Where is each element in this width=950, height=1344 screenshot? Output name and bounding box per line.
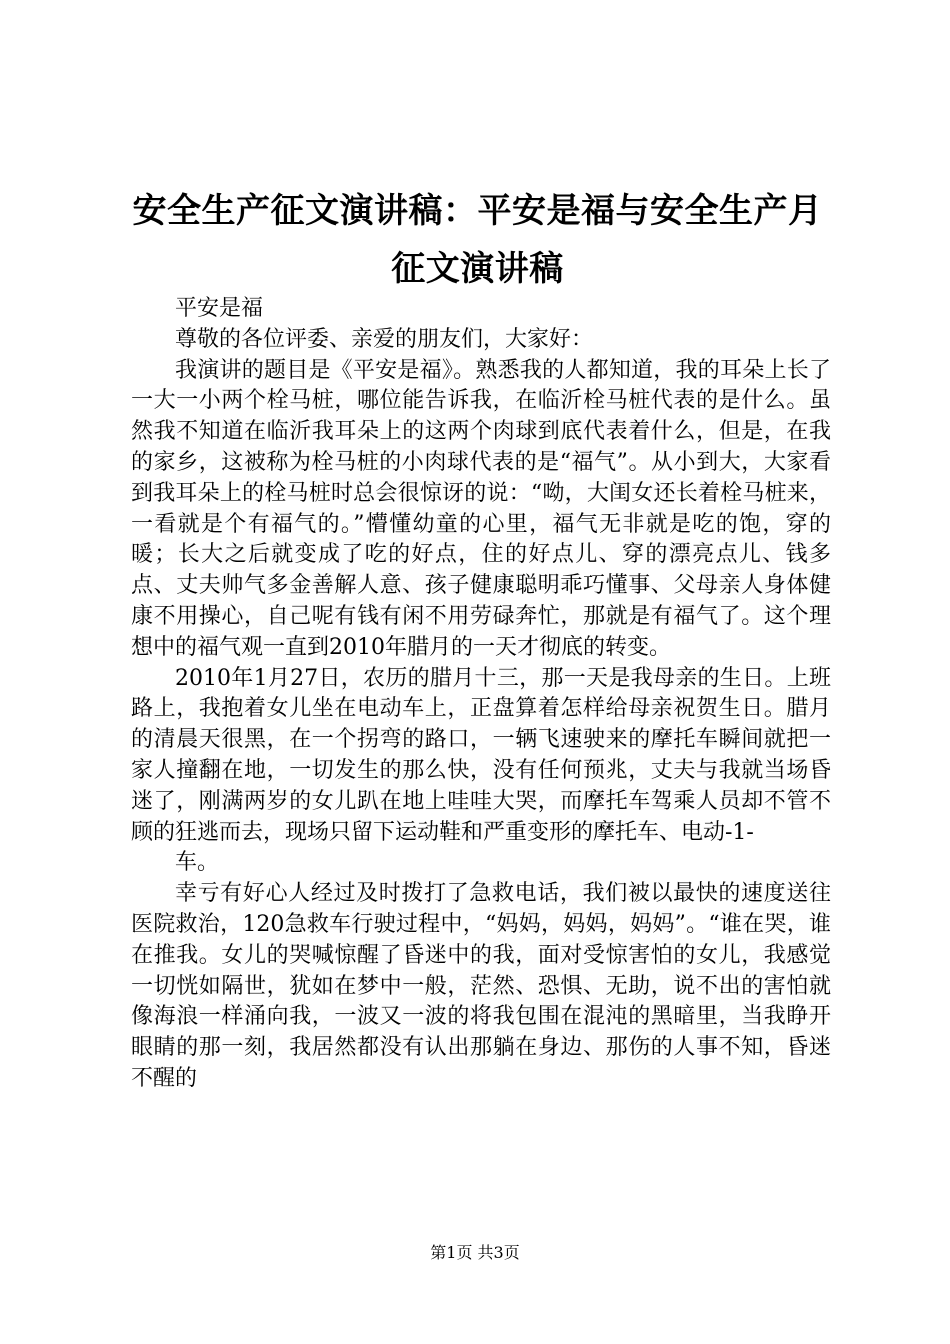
paragraph-continuation: 车。 <box>175 850 220 876</box>
paragraph-greeting: 尊敬的各位评委、亲爱的朋友们，大家好： <box>175 326 594 352</box>
paragraph-subtitle: 平安是福 <box>175 296 264 321</box>
paragraph-intro: 我演讲的题目是《平安是福》。熟悉我的人都知道，我的耳朵上长了一大一小两个栓马桩，哪位能告诉我，在临沂栓马桩代表的是什么。虽然我不知道在临沂我耳朵上的这两个肉球到底代表着什么，但是，在我的家乡，这被称为栓马桩的小肉球代表的是“福气”。从小到大，大家看到我耳朵上的栓马桩时总会很惊讶的说：“呦，大闺女还长着栓马桩来，一看就是个有福气的。”懵懂幼童的心里，福气无非就是吃的饱，穿的暖；长大之后就变成了吃的好点，住的好点儿、穿的漂亮点儿、钱多点、丈夫帅气多金善解人意、孩子健康聪明乖巧懂事、父母亲人身体健康不用操心，自己呢有钱有闲不用劳碌奔忙，那就是有福气了。这个理想中的福气观一直到2010年腊月的一天才彻底的转变。 <box>131 357 831 660</box>
document-body <box>131 294 831 1095</box>
page-number: 第1页 共3页 <box>430 1243 520 1262</box>
paragraph-rescue: 幸亏有好心人经过及时拨打了急救电话，我们被以最快的速度送往医院救治，120急救车行驶过程中，“妈妈，妈妈，妈妈”。“谁在哭，谁在推我。女儿的哭喊惊醒了昏迷中的我，面对受惊害怕的女儿，我感觉一切恍如隔世，犹如在梦中一般，茫然、恐惧、无助，说不出的害怕就像海浪一样涌向我，一波又一波的将我包围在混沌的黑暗里，当我睁开眼睛的那一刻，我居然都没有认出那躺在身边、那伤的人事不知，昏迷不醒的 <box>131 881 831 1091</box>
document-title: 安全生产征文演讲稿：平安是福与安全生产月征文演讲稿 <box>132 191 823 289</box>
paragraph-accident: 2010年1月27日，农历的腊月十三，那一天是我母亲的生日。上班路上，我抱着女儿坐在电动车上，正盘算着怎样给母亲祝贺生日。腊月的清晨天很黑，在一个拐弯的路口，一辆飞速驶来的摩托车瞬间就把一家人撞翻在地，一切发生的那么快，没有任何预兆，丈夫与我就当场昏迷了，刚满两岁的女儿趴在地上哇哇大哭，而摩托车驾乘人员却不管不顾的狂逃而去，现场只留下运动鞋和严重变形的摩托车、电动-1- <box>131 665 831 845</box>
